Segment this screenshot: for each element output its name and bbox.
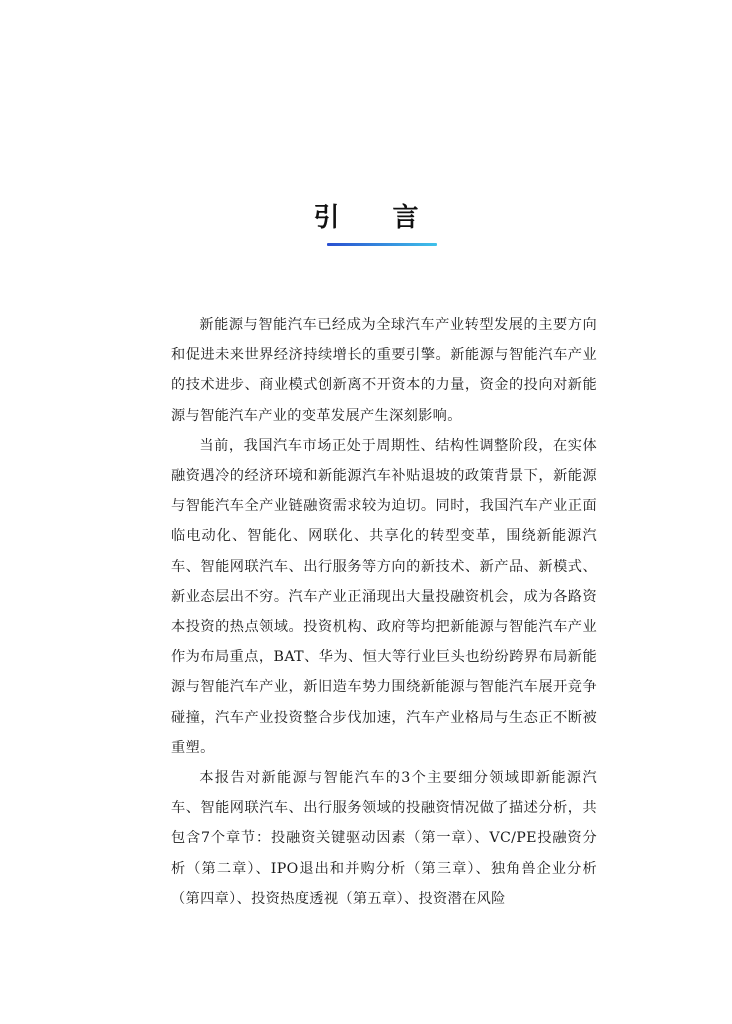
page-title: 引 言 (313, 203, 441, 233)
paragraph-1: 新能源与智能汽车已经成为全球汽车产业转型发展的主要方向和促进未来世界经济持续增长的重要引擎。新能源与智能汽车产业的技术进步、商业模式创新离不开资本的力量，资金的投向对新能源与智能汽车产业的变革发展产生深刻影响。 (171, 317, 597, 424)
paragraph-3: 本报告对新能源与智能汽车的3个主要细分领域即新能源汽车、智能网联汽车、出行服务领域的投融资情况做了描述分析，共包含7个章节：投融资关键驱动因素（第一章）、VC/PE投融资分析（第二章）、IPO退出和并购分析（第三章）、独角兽企业分析（第四章）、投资热度透视（第五章）、投资潜在风险 (171, 770, 597, 907)
title-underline (327, 243, 437, 246)
body-text (171, 310, 597, 914)
paragraph-2: 当前，我国汽车市场正处于周期性、结构性调整阶段，在实体融资遇冷的经济环境和新能源汽车补贴退坡的政策背景下，新能源与智能汽车全产业链融资需求较为迫切。同时，我国汽车产业正面临电动化、智能化、网联化、共享化的转型变革，围绕新能源汽车、智能网联汽车、出行服务等方向的新技术、新产品、新模式、新业态层出不穷。汽车产业正涌现出大量投融资机会，成为各路资本投资的热点领域。投资机构、政府等均把新能源与智能汽车产业作为布局重点，BAT、华为、恒大等行业巨头也纷纷跨界布局新能源与智能汽车产业，新旧造车势力围绕新能源与智能汽车展开竞争碰撞，汽车产业投资整合步伐加速，汽车产业格局与生态正不断被重塑。 (171, 437, 597, 756)
